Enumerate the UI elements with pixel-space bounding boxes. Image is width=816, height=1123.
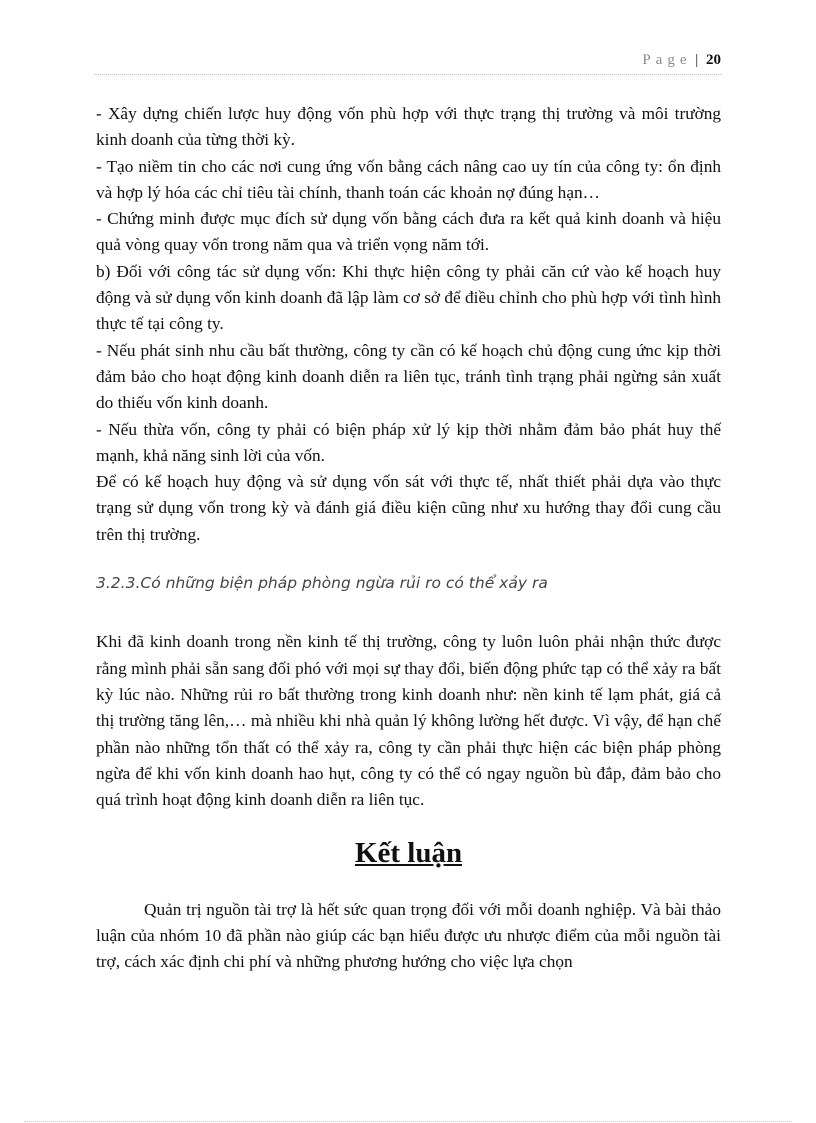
paragraph-planning-summary: Để có kế hoạch huy động và sử dụng vốn sát với thực tế, nhất thiết phải dựa vào thực trạng sử dụng vốn trong kỳ và đánh giá điều kiện cũng như xu hướng thay đổi cung cầu trên thị trường. [96, 472, 721, 544]
bullet-build-trust: - Tạo niềm tin cho các nơi cung ứng vốn bằng cách nâng cao uy tín của công ty: ổn định và hợp lý hóa các chỉ tiêu tài chính, thanh toán các khoản nợ đúng hạn… [96, 156, 721, 202]
conclusion-paragraph: Quản trị nguồn tài trợ là hết sức quan trọng đối với mỗi doanh nghiệp. Và bài thảo luận của nhóm 10 đã phần nào giúp các bạn hiểu được ưu nhược điểm của mỗi nguồn tài trợ, cách xác định chi phí và những phương hướng cho việc lựa chọn [96, 899, 721, 972]
footer-divider [24, 1121, 792, 1122]
bullet-prove-purpose: - Chứng minh được mục đích sử dụng vốn bằng cách đưa ra kết quả kinh doanh và hiệu quả vòng quay vốn trong năm qua và triển vọng năm tới. [96, 209, 721, 255]
page-label: Page [642, 52, 692, 68]
conclusion-title: Kết luận [354, 837, 463, 870]
paragraph-capital-usage: b) Đối với công tác sử dụng vốn: Khi thực hiện công ty phải căn cứ vào kế hoạch huy động và sử dụng vốn kinh doanh đã lập làm cơ sở để điều chỉnh cho phù hợp với tình hình thực tế tại công ty. [96, 261, 721, 334]
bullet-capital-strategy: - Xây dựng chiến lược huy động vốn phù hợp với thực trạng thị trường và môi trường kinh doanh của từng thời kỳ. [96, 104, 721, 150]
page-header [95, 52, 721, 75]
document-body [96, 101, 721, 976]
bullet-unusual-needs: - Nếu phát sinh nhu cầu bất thường, công ty cần có kế hoạch chủ động cung ứnc kịp thời đảm bảo cho hoạt động kinh doanh diễn ra liên tục, tránh tình trạng phải ngừng sản xuất do thiếu vốn kinh doanh. [96, 340, 721, 413]
section-heading-3-2-3: 3.2.3.Có những biện pháp phòng ngừa rủi ro có thể xảy ra [96, 574, 548, 593]
paragraph-risk-prevention: Khi đã kinh doanh trong nền kinh tế thị trường, công ty luôn luôn phải nhận thức được rằng mình phải sẵn sang đối phó với mọi sự thay đổi, biến động phức tạp có thể xảy ra bất kỳ lúc nào. Những rủi ro bất thường trong kinh doanh như: nền kinh tế lạm phát, giá cả thị trường tăng lên,… mà nhiều khi nhà quản lý không lường hết được. Vì vậy, để hạn chế phần nào những tổn thất có thể xảy ra, công ty cần phải thực hiện các biện pháp phòng ngừa để khi vốn kinh doanh hao hụt, công ty có thể có ngay nguồn bù đắp, đảm bảo cho quá trình hoạt động kinh doanh diễn ra liên tục. [96, 632, 721, 810]
page-number: 20 [706, 52, 721, 68]
bullet-surplus-capital: - Nếu thừa vốn, công ty phải có biện pháp xử lý kịp thời nhằm đảm bảo phát huy thế mạnh, khả năng sinh lời của vốn. [96, 419, 721, 465]
header-separator: | [695, 52, 699, 68]
